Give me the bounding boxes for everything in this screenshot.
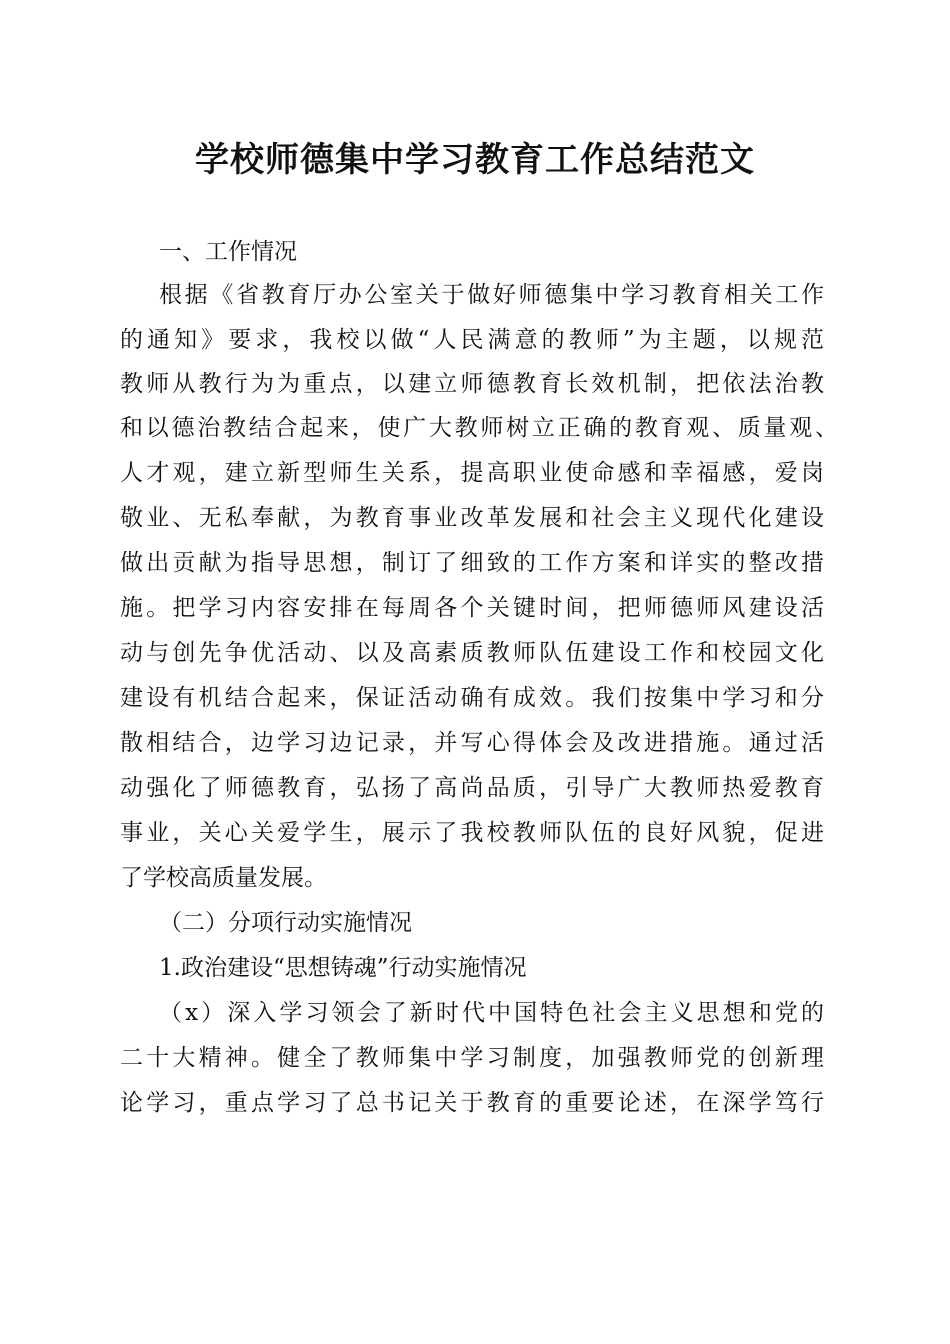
paragraph-line: 事业，关心关爱学生，展示了我校教师队伍的良好风貌，促进 — [120, 820, 824, 846]
paragraph-line: 的通知》要求，我校以做“人民满意的教师”为主题，以规范 — [120, 327, 824, 353]
paragraph-line: 做出贡献为指导思想，制订了细致的工作方案和详实的整改措 — [120, 550, 824, 576]
document-title: 学校师德集中学习教育工作总结范文 — [195, 140, 755, 180]
paragraph-line: 人才观，建立新型师生关系，提高职业使命感和幸福感，爱岗 — [120, 460, 824, 486]
paragraph-line: 了学校高质量发展。 — [120, 865, 327, 891]
paragraph-line: 散相结合，边学习边记录，并写心得体会及改进措施。通过活 — [120, 730, 824, 756]
paragraph-line: 教师从教行为为重点，以建立师德教育长效机制，把依法治教 — [120, 371, 824, 397]
paragraph-line: 建设有机结合起来，保证活动确有成效。我们按集中学习和分 — [120, 685, 824, 711]
paragraph-line: 施。把学习内容安排在每周各个关键时间，把师德师风建设活 — [120, 595, 824, 621]
paragraph-line: 论学习，重点学习了总书记关于教育的重要论述，在深学笃行 — [120, 1090, 824, 1116]
paragraph-line: 根据《省教育厅办公室关于做好师德集中学习教育相关工作 — [159, 282, 824, 308]
item-heading: 1.政治建设“思想铸魂”行动实施情况 — [159, 955, 527, 981]
subsection-heading: （二）分项行动实施情况 — [159, 910, 412, 936]
section-heading-work-status: 一、工作情况 — [159, 239, 297, 265]
paragraph-line: 二十大精神。健全了教师集中学习制度，加强教师党的创新理 — [120, 1045, 824, 1071]
paragraph-line: 动与创先争优活动、以及高素质教师队伍建设工作和校园文化 — [120, 640, 824, 666]
paragraph-line: （x）深入学习领会了新时代中国特色社会主义思想和党的 — [159, 1000, 824, 1026]
paragraph-line: 和以德治教结合起来，使广大教师树立正确的教育观、质量观、 — [120, 415, 838, 441]
paragraph-line: 敬业、无私奉献，为教育事业改革发展和社会主义现代化建设 — [120, 505, 824, 531]
paragraph-line: 动强化了师德教育，弘扬了高尚品质，引导广大教师热爱教育 — [120, 775, 824, 801]
